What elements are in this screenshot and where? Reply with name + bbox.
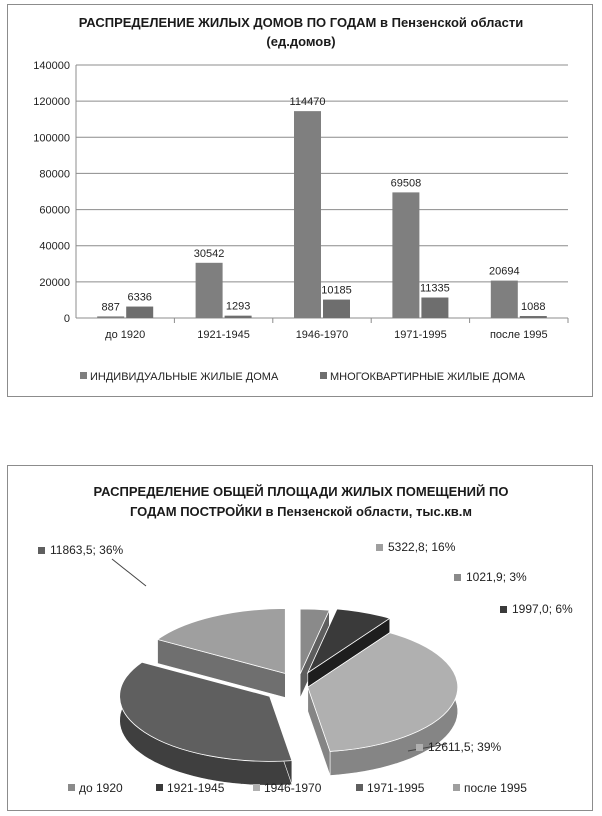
bar-data-label: 30542 — [193, 247, 225, 260]
y-tick-label: 100000 — [33, 132, 70, 145]
bar — [421, 298, 448, 318]
pie-legend-swatch — [68, 784, 75, 791]
y-tick-label: 20000 — [39, 276, 70, 289]
pie-data-label: 1997,0; 6% — [512, 602, 573, 616]
pie-chart — [8, 466, 594, 812]
bar — [392, 192, 419, 318]
legend-label: МНОГОКВАРТИРНЫЕ ЖИЛЫЕ ДОМА — [330, 371, 526, 383]
y-tick-label: 140000 — [33, 60, 70, 72]
pie-legend-swatch — [453, 784, 460, 791]
pie-legend-swatch — [253, 784, 260, 791]
pie-label-marker — [416, 744, 423, 751]
bar-chart-panel — [7, 4, 593, 397]
legend-label: ИНДИВИДУАЛЬНЫЕ ЖИЛЫЕ ДОМА — [90, 371, 279, 383]
bar-chart — [8, 5, 594, 398]
x-tick-label: после 1995 — [489, 329, 548, 341]
pie-legend-swatch — [156, 784, 163, 791]
bar — [126, 307, 153, 318]
bar-data-label: 114470 — [289, 96, 326, 109]
pie-data-label: 11863,5; 36% — [50, 543, 124, 557]
pie-leader-line — [112, 559, 146, 586]
bar-data-label: 11335 — [420, 282, 450, 295]
bar-data-label: 1088 — [521, 301, 546, 314]
bar — [491, 281, 518, 318]
bar — [520, 316, 547, 318]
bar-data-label: 1293 — [225, 300, 251, 313]
pie-chart-title-line-1: РАСПРЕДЕЛЕНИЕ ОБЩЕЙ ПЛОЩАДИ ЖИЛЫХ ПОМЕЩЕНИЙ ПО — [93, 484, 509, 499]
bar-chart-subtitle: (ед.домов) — [266, 34, 336, 49]
y-tick-label: 80000 — [39, 168, 70, 181]
bar-data-label: 20694 — [489, 265, 520, 278]
pie-legend-label: до 1920 — [79, 781, 123, 795]
pie-data-label: 12611,5; 39% — [428, 740, 502, 754]
pie-chart-title-line-2: ГОДАМ ПОСТРОЙКИ в Пензенской области, тыс.кв.м — [129, 504, 473, 519]
legend-swatch — [320, 372, 327, 379]
x-tick-label: 1946-1970 — [295, 329, 349, 341]
bar-data-label: 69508 — [390, 177, 422, 190]
y-tick-label: 60000 — [39, 204, 70, 217]
pie-legend-label: 1971-1995 — [367, 781, 425, 795]
pie-legend-label: после 1995 — [464, 781, 527, 795]
bar — [294, 111, 321, 318]
bar-data-label: 6336 — [127, 291, 152, 304]
bar — [196, 263, 223, 318]
pie-legend-label: 1946-1970 — [264, 781, 322, 795]
y-tick-label: 120000 — [33, 96, 70, 109]
bar — [225, 316, 252, 318]
pie-label-marker — [500, 606, 507, 613]
bar-data-label: 10185 — [321, 284, 352, 297]
pie-data-label: 1021,9; 3% — [466, 570, 527, 584]
pie-legend-swatch — [356, 784, 363, 791]
pie-label-marker — [38, 547, 45, 554]
y-tick-label: 40000 — [39, 240, 70, 253]
pie-label-marker — [376, 544, 383, 551]
y-tick-label: 0 — [63, 313, 70, 325]
x-tick-label: 1971-1995 — [394, 329, 447, 341]
bar — [323, 300, 350, 318]
pie-chart-panel — [7, 465, 593, 811]
pie-legend-label: 1921-1945 — [167, 781, 225, 795]
bar-chart-title: РАСПРЕДЕЛЕНИЕ ЖИЛЫХ ДОМОВ ПО ГОДАМ в Пензенской области — [78, 15, 524, 30]
pie-data-label: 5322,8; 16% — [388, 540, 456, 554]
bar-data-label: 887 — [101, 301, 120, 314]
x-tick-label: до 1920 — [105, 329, 146, 341]
x-tick-label: 1921-1945 — [197, 329, 250, 341]
bar — [97, 316, 124, 318]
pie-label-marker — [454, 574, 461, 581]
legend-swatch — [80, 372, 87, 379]
